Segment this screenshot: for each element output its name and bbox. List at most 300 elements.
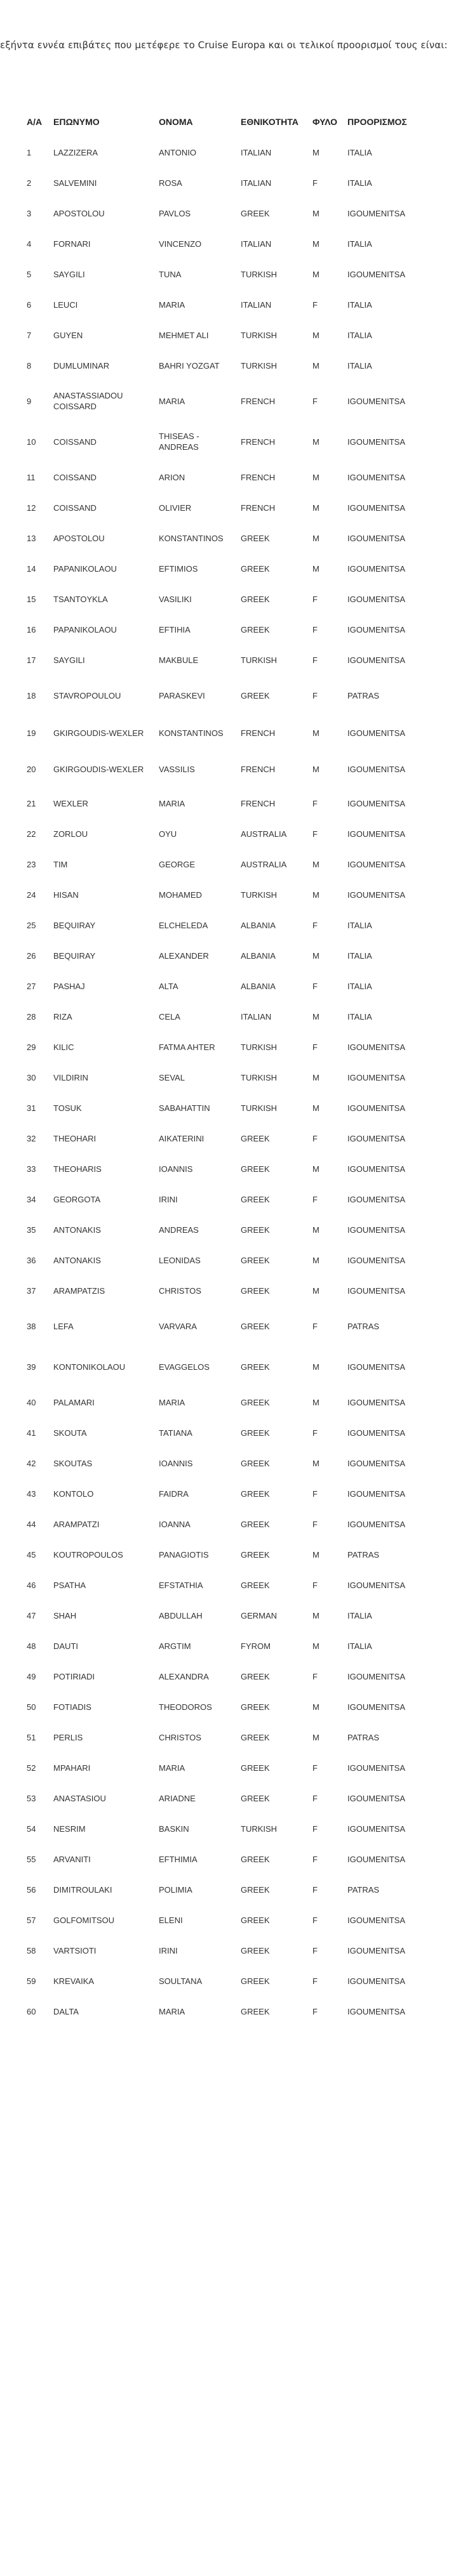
cell-num: 23 [27,859,36,869]
cell-nationality: GREEK [241,1428,270,1438]
cell-destination: IGOUMENITSA [347,1072,406,1082]
cell-num: 45 [27,1549,36,1560]
cell-sex: M [312,1641,319,1651]
table-row [23,381,445,421]
cell-num: 20 [27,764,36,774]
cell-destination: IGOUMENITSA [347,655,406,665]
cell-nationality: GREEK [241,1763,270,1773]
cell-destination: IGOUMENITSA [347,1103,406,1113]
cell-num: 40 [27,1397,36,1407]
cell-name: ELENI [159,1915,183,1925]
cell-nationality: GREEK [241,1915,270,1925]
cell-num: 13 [27,533,36,543]
cell-name: IOANNIS [159,1164,193,1174]
cell-surname: FORNARI [53,239,91,249]
cell-sex: F [312,624,318,634]
cell-sex: M [312,1732,319,1742]
cell-nationality: FRENCH [241,503,276,513]
cell-surname: COISSAND [53,503,97,513]
cell-nationality: GREEK [241,1397,270,1407]
cell-surname: WEXLER [53,798,88,808]
cell-name: SEVAL [159,1072,185,1082]
header-sex: ΦΥΛΟ [312,117,338,127]
cell-destination: PATRAS [347,1884,380,1895]
cell-sex: F [312,920,318,930]
cell-num: 5 [27,269,32,279]
cell-sex: F [312,981,318,991]
cell-surname: DUMLUMINAR [53,360,110,371]
cell-nationality: ITALIAN [241,1011,272,1022]
cell-num: 11 [27,472,36,482]
cell-destination: IGOUMENITSA [347,533,406,543]
cell-num: 1 [27,147,32,157]
cell-destination: IGOUMENITSA [347,503,406,513]
cell-nationality: GREEK [241,1702,270,1712]
cell-name: IOANNIS [159,1458,193,1468]
cell-name: CHRISTOS [159,1732,201,1742]
cell-num: 24 [27,890,36,900]
cell-sex: F [312,1580,318,1590]
cell-nationality: ALBANIA [241,950,276,961]
table-row [23,1905,445,1935]
cell-nationality: FYROM [241,1641,271,1651]
cell-surname: ANASTASIOU [53,1793,106,1803]
cell-nationality: GREEK [241,563,270,574]
cell-num: 4 [27,239,32,249]
cell-surname: HISAN [53,890,79,900]
cell-name: ARGTIM [159,1641,191,1651]
cell-sex: M [312,239,319,249]
cell-nationality: ITALIAN [241,299,272,310]
cell-num: 16 [27,624,36,634]
cell-destination: IGOUMENITSA [347,1793,406,1803]
cell-sex: F [312,829,318,839]
cell-sex: M [312,472,319,482]
cell-surname: ARVANITI [53,1854,91,1864]
table-row [23,940,445,971]
cell-name: ROSA [159,178,182,188]
header-destination: ΠΡΟΟΡΙΣΜΟΣ [347,117,407,127]
cell-nationality: AUSTRALIA [241,829,287,839]
cell-nationality: GREEK [241,1285,270,1296]
cell-name: BAHRI YOZGAT [159,360,220,371]
cell-destination: IGOUMENITSA [347,1488,406,1499]
cell-surname: POTIRIADI [53,1671,95,1681]
table-row [23,553,445,584]
cell-destination: IGOUMENITSA [347,1255,406,1265]
cell-destination: IGOUMENITSA [347,1824,406,1834]
cell-destination: IGOUMENITSA [347,1519,406,1529]
cell-sex: M [312,330,319,340]
cell-num: 50 [27,1702,36,1712]
table-row [23,750,445,788]
table-row [23,584,445,614]
cell-nationality: ITALIAN [241,178,272,188]
cell-nationality: GREEK [241,1549,270,1560]
table-row [23,1722,445,1752]
table-row [23,523,445,553]
cell-num: 26 [27,950,36,961]
cell-name: VARVARA [159,1321,197,1331]
table-row [23,198,445,228]
cell-name: LEONIDAS [159,1255,201,1265]
cell-nationality: GREEK [241,624,270,634]
cell-destination: IGOUMENITSA [347,1702,406,1712]
intro-section [0,0,470,95]
cell-surname: THEOHARIS [53,1164,102,1174]
cell-surname: LEFA [53,1321,74,1331]
table-row [23,1346,445,1387]
cell-name: ARION [159,472,185,482]
cell-sex: M [312,728,319,738]
cell-name: ALEXANDRA [159,1671,209,1681]
cell-surname: ARAMPATZIS [53,1285,105,1296]
table-row [23,614,445,645]
cell-nationality: GREEK [241,208,270,218]
cell-surname: COISSAND [53,437,97,447]
cell-nationality: GREEK [241,1255,270,1265]
cell-num: 52 [27,1763,36,1773]
cell-sex: M [312,764,319,774]
cell-surname: TOSUK [53,1103,82,1113]
cell-sex: M [312,1285,319,1296]
cell-num: 19 [27,728,36,738]
cell-surname: ARAMPATZI [53,1519,100,1529]
cell-name: TATIANA [159,1428,192,1438]
cell-sex: F [312,798,318,808]
cell-destination: IGOUMENITSA [347,1671,406,1681]
cell-sex: F [312,655,318,665]
cell-num: 46 [27,1580,36,1590]
cell-num: 6 [27,299,32,310]
cell-num: 39 [27,1362,36,1372]
cell-destination: IGOUMENITSA [347,594,406,604]
table-row [23,1214,445,1245]
table-row [23,645,445,675]
cell-surname: KREVAIKA [53,1976,95,1986]
cell-surname: APOSTOLOU [53,533,105,543]
cell-destination: ITALIA [347,299,372,310]
cell-nationality: GREEK [241,1519,270,1529]
cell-destination: ITALIA [347,147,372,157]
cell-num: 57 [27,1915,36,1925]
cell-sex: M [312,1397,319,1407]
cell-sex: M [312,1458,319,1468]
cell-name: MOHAMED [159,890,202,900]
cell-destination: IGOUMENITSA [347,1763,406,1773]
table-row [23,1661,445,1692]
cell-num: 32 [27,1133,36,1143]
cell-nationality: FRENCH [241,437,276,447]
table-row [23,1093,445,1123]
cell-name: MAKBULE [159,655,199,665]
cell-name: OLIVIER [159,503,192,513]
table-row [23,675,445,716]
cell-destination: ITALIA [347,1641,372,1651]
cell-name: IRINI [159,1945,178,1955]
table-row [23,228,445,259]
table-row [23,818,445,849]
cell-name: FAIDRA [159,1488,189,1499]
cell-surname: APOSTOLOU [53,208,105,218]
cell-destination: IGOUMENITSA [347,764,406,774]
cell-sex: F [312,1945,318,1955]
cell-destination: IGOUMENITSA [347,1285,406,1296]
cell-sex: M [312,1164,319,1174]
cell-destination: PATRAS [347,1321,380,1331]
cell-nationality: GREEK [241,1321,270,1331]
cell-name: MARIA [159,798,185,808]
cell-name: KONSTANTINOS [159,728,224,738]
cell-nationality: TURKISH [241,1042,278,1052]
cell-nationality: GREEK [241,1164,270,1174]
cell-surname: KILIC [53,1042,74,1052]
cell-sex: M [312,360,319,371]
table-row [23,462,445,492]
cell-surname: SKOUTAS [53,1458,93,1468]
cell-num: 43 [27,1488,36,1499]
cell-destination: IGOUMENITSA [347,1225,406,1235]
cell-sex: M [312,208,319,218]
cell-num: 27 [27,981,36,991]
table-row [23,1306,445,1346]
table-row [23,879,445,910]
cell-num: 38 [27,1321,36,1331]
cell-sex: F [312,1194,318,1204]
table-row [23,1600,445,1631]
table-row [23,716,445,750]
cell-destination: ITALIA [347,239,372,249]
cell-destination: IGOUMENITSA [347,563,406,574]
cell-name: MARIA [159,396,185,406]
cell-nationality: GREEK [241,1732,270,1742]
cell-nationality: GREEK [241,1133,270,1143]
cell-sex: M [312,950,319,961]
table-row [23,1417,445,1448]
cell-name: SOULTANA [159,1976,203,1986]
cell-surname: VILDIRIN [53,1072,88,1082]
cell-sex: F [312,299,318,310]
cell-destination: IGOUMENITSA [347,269,406,279]
table-row [23,1692,445,1722]
cell-nationality: TURKISH [241,890,278,900]
cell-sex: F [312,1976,318,1986]
cell-sex: M [312,1072,319,1082]
cell-num: 15 [27,594,36,604]
intro-text: εξήντα εννέα επιβάτες που μετέφερε το Cruise Europa και οι τελικοί προορισμοί τους είναι: [0,39,448,51]
table-row [23,1783,445,1813]
cell-destination: IGOUMENITSA [347,1194,406,1204]
cell-nationality: GREEK [241,1884,270,1895]
cell-surname: SAYGILI [53,655,85,665]
cell-sex: M [312,890,319,900]
cell-nationality: TURKISH [241,1072,278,1082]
cell-name: OYU [159,829,177,839]
cell-num: 7 [27,330,32,340]
cell-surname: BEQUIRAY [53,920,96,930]
cell-num: 56 [27,1884,36,1895]
table-row [23,1062,445,1093]
cell-surname: STAVROPOULOU [53,690,121,700]
cell-nationality: ITALIAN [241,239,272,249]
cell-nationality: GREEK [241,1194,270,1204]
cell-nationality: GREEK [241,1458,270,1468]
cell-num: 60 [27,2006,36,2016]
cell-nationality: TURKISH [241,1103,278,1113]
cell-destination: ITALIA [347,1610,372,1620]
cell-nationality: ITALIAN [241,147,272,157]
cell-name: MARIA [159,299,185,310]
cell-destination: ITALIA [347,360,372,371]
cell-name: BASKIN [159,1824,189,1834]
cell-num: 29 [27,1042,36,1052]
cell-surname: GUYEN [53,330,83,340]
table-row [23,1123,445,1153]
cell-sex: F [312,594,318,604]
cell-nationality: FRENCH [241,798,276,808]
cell-sex: F [312,1321,318,1331]
cell-surname: KOUTROPOULOS [53,1549,123,1560]
cell-surname: FOTIADIS [53,1702,91,1712]
cell-surname: TIM [53,859,68,869]
cell-surname: LEUCI [53,299,78,310]
cell-sex: F [312,1133,318,1143]
cell-surname: DAUTI [53,1641,78,1651]
cell-name: ARIADNE [159,1793,196,1803]
cell-name: CHRISTOS [159,1285,201,1296]
cell-name: PANAGIOTIS [159,1549,209,1560]
cell-surname: DIMITROULAKI [53,1884,112,1895]
table-row [23,1001,445,1032]
cell-destination: IGOUMENITSA [347,1362,406,1372]
cell-surname: BEQUIRAY [53,950,96,961]
cell-num: 25 [27,920,36,930]
cell-name: MEHMET ALI [159,330,209,340]
cell-destination: IGOUMENITSA [347,1854,406,1864]
cell-num: 54 [27,1824,36,1834]
cell-name: TUNA [159,269,182,279]
cell-destination: IGOUMENITSA [347,1397,406,1407]
cell-surname: ANASTASSIADOU COISSARD [53,391,123,411]
cell-nationality: FRENCH [241,728,276,738]
table-row [23,1844,445,1874]
cell-name: EFTIMIOS [159,563,198,574]
cell-destination: IGOUMENITSA [347,1164,406,1174]
cell-surname: DALTA [53,2006,79,2016]
cell-surname: GKIRGOUDIS-WEXLER [53,764,144,774]
cell-num: 41 [27,1428,36,1438]
cell-sex: F [312,690,318,700]
cell-destination: IGOUMENITSA [347,208,406,218]
cell-num: 59 [27,1976,36,1986]
cell-nationality: GREEK [241,533,270,543]
cell-sex: F [312,1915,318,1925]
cell-num: 47 [27,1610,36,1620]
cell-surname: ANTONAKIS [53,1255,101,1265]
cell-name: EFTIHIA [159,624,191,634]
table-row [23,1996,445,2027]
cell-num: 14 [27,563,36,574]
cell-nationality: TURKISH [241,1824,278,1834]
cell-destination: IGOUMENITSA [347,1915,406,1925]
table-row [23,1539,445,1570]
table-row [23,1631,445,1661]
cell-num: 22 [27,829,36,839]
cell-destination: ITALIA [347,981,372,991]
table-body [23,137,445,2027]
cell-num: 18 [27,690,36,700]
cell-destination: IGOUMENITSA [347,1945,406,1955]
cell-destination: IGOUMENITSA [347,890,406,900]
cell-surname: COISSAND [53,472,97,482]
cell-nationality: TURKISH [241,360,278,371]
cell-num: 30 [27,1072,36,1082]
table-row [23,1184,445,1214]
cell-sex: M [312,1362,319,1372]
cell-num: 58 [27,1945,36,1955]
cell-sex: M [312,1702,319,1712]
cell-sex: F [312,178,318,188]
cell-nationality: TURKISH [241,269,278,279]
table-row [23,1752,445,1783]
cell-destination: IGOUMENITSA [347,624,406,634]
cell-surname: ANTONAKIS [53,1225,101,1235]
cell-sex: M [312,1255,319,1265]
cell-destination: IGOUMENITSA [347,1042,406,1052]
table-row [23,910,445,940]
cell-sex: F [312,396,318,406]
cell-name: IOANNA [159,1519,191,1529]
cell-surname: SHAH [53,1610,77,1620]
table-row [23,1387,445,1417]
header-name: ΟΝΟΜΑ [159,117,193,127]
cell-name: THISEAS - ANDREAS [159,431,199,452]
cell-nationality: FRENCH [241,472,276,482]
cell-destination: IGOUMENITSA [347,829,406,839]
cell-num: 3 [27,208,32,218]
table-header-row [23,107,445,137]
cell-name: AIKATERINI [159,1133,205,1143]
cell-surname: SALVEMINI [53,178,97,188]
cell-nationality: GERMAN [241,1610,278,1620]
table-row [23,971,445,1001]
header-num: Α/Α [27,117,43,127]
cell-sex: M [312,269,319,279]
cell-name: ELCHELEDA [159,920,208,930]
cell-name: MARIA [159,1763,185,1773]
cell-destination: IGOUMENITSA [347,1458,406,1468]
cell-nationality: GREEK [241,1854,270,1864]
cell-sex: M [312,147,319,157]
cell-num: 2 [27,178,32,188]
cell-surname: RIZA [53,1011,72,1022]
cell-name: KONSTANTINOS [159,533,224,543]
table-row [23,1874,445,1905]
cell-sex: M [312,563,319,574]
cell-destination: IGOUMENITSA [347,728,406,738]
cell-sex: M [312,1225,319,1235]
cell-name: THEODOROS [159,1702,212,1712]
table-row [23,1245,445,1275]
cell-sex: F [312,1824,318,1834]
cell-num: 42 [27,1458,36,1468]
cell-name: PAVLOS [159,208,191,218]
cell-surname: PAPANIKOLAOU [53,624,117,634]
cell-destination: IGOUMENITSA [347,472,406,482]
cell-destination: IGOUMENITSA [347,396,406,406]
cell-nationality: TURKISH [241,330,278,340]
table-row [23,1813,445,1844]
